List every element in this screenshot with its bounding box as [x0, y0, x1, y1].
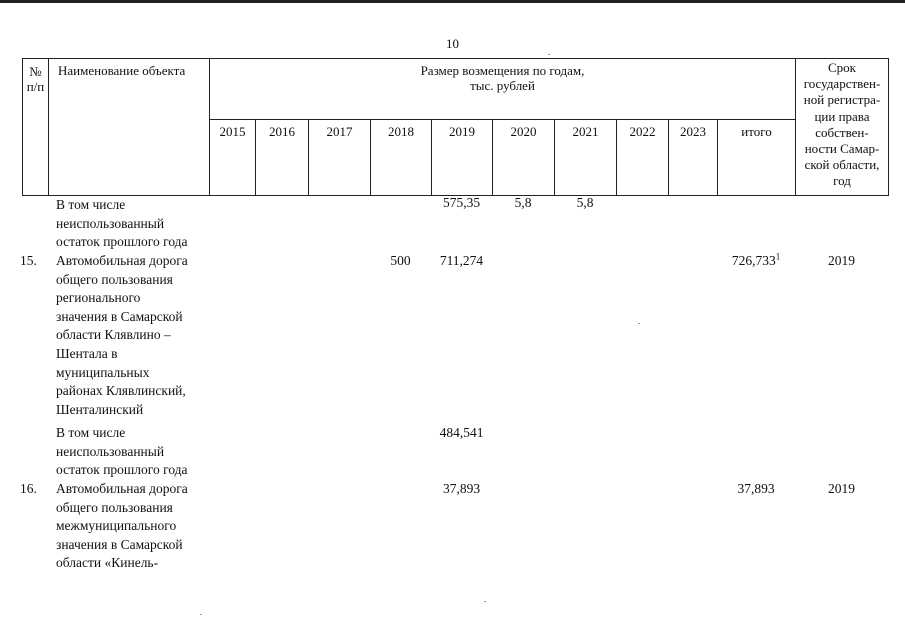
header-col-term-line: ности Самар- — [804, 141, 880, 157]
header-amount-line2: тыс. рублей — [470, 78, 535, 93]
header-col-term-line: ской области, — [804, 157, 880, 173]
row-name-line: муниципальных — [56, 364, 150, 380]
row-value-2019: 37,893 — [442, 481, 481, 496]
row-name — [56, 480, 188, 573]
row-name-line: общего пользования — [56, 499, 173, 515]
header-year-2015: 2015 — [210, 120, 256, 196]
row-name-line: остаток прошлого года — [56, 462, 188, 478]
row-name — [56, 196, 188, 252]
header-col-name-label: Наименование объекта — [58, 63, 186, 78]
row-value-2019: 575,35 — [442, 195, 481, 210]
row-registration-year: 2019 — [828, 253, 855, 268]
row-total-amount: 726,733 — [731, 253, 776, 268]
footnote-marker: 1 — [775, 251, 781, 262]
scan-speck — [548, 54, 550, 55]
row-name-line: значения в Самарской — [56, 536, 183, 552]
header-total: итого — [718, 120, 796, 196]
header-col-term-line: ной регистра- — [803, 92, 881, 108]
row-value-2019: 484,541 — [439, 425, 484, 440]
header-amount-group — [210, 59, 796, 120]
table-header — [22, 58, 889, 196]
row-registration-year: 2019 — [828, 481, 855, 496]
row-value-total: 37,893 — [737, 481, 775, 496]
page-number: 10 — [446, 36, 459, 51]
row-name-line: области «Кинель- — [56, 555, 159, 571]
row-name-line: межмуниципального — [56, 518, 177, 534]
header-year-2019: 2019 — [432, 120, 493, 196]
row-value-2020: 5,8 — [514, 195, 532, 210]
row-name-line: В том числе — [56, 425, 126, 440]
scan-speck — [200, 614, 202, 615]
row-name-line: регионального — [56, 290, 141, 306]
row-name-line: значения в Самарской — [56, 308, 183, 324]
row-name-line: неиспользованный — [56, 443, 165, 459]
header-col-term-line: год — [833, 173, 851, 189]
header-year-2020: 2020 — [493, 120, 555, 196]
row-name-line: Автомобильная дорога — [56, 253, 188, 268]
row-number: 16. — [20, 481, 37, 496]
row-name — [56, 424, 188, 480]
header-year-2016: 2016 — [256, 120, 309, 196]
header-col-term-line: собствен- — [815, 124, 869, 140]
header-year-2021: 2021 — [555, 120, 617, 196]
row-name — [56, 252, 188, 419]
scan-speck — [638, 323, 640, 324]
header-col-term-line: ции права — [814, 108, 870, 124]
row-name-line: районах Клявлинский, — [56, 383, 186, 399]
header-year-2023: 2023 — [669, 120, 718, 196]
header-year-2022: 2022 — [617, 120, 669, 196]
header-year-2018: 2018 — [371, 120, 432, 196]
row-name-line: В том числе — [56, 197, 126, 212]
header-year-2017: 2017 — [309, 120, 371, 196]
header-col-number-label: № п/п — [26, 64, 45, 94]
row-name-line: неиспользованный — [56, 215, 165, 231]
header-amount-line1: Размер возмещения по годам, — [420, 63, 585, 78]
row-name-line: области Клявлино – — [56, 327, 171, 343]
row-value-2019: 711,274 — [439, 253, 484, 268]
header-col-term-line: Срок — [828, 60, 856, 75]
row-name-line: Шенталинский — [56, 401, 144, 417]
header-col-name — [49, 59, 210, 196]
row-value-2021: 5,8 — [576, 195, 594, 210]
row-name-line: остаток прошлого года — [56, 234, 188, 250]
scan-speck — [484, 601, 486, 602]
header-col-number — [23, 59, 49, 196]
row-name-line: общего пользования — [56, 271, 173, 287]
header-col-term — [796, 59, 889, 196]
header-col-term-line: государствен- — [803, 76, 881, 92]
row-value-2018: 500 — [390, 253, 411, 268]
row-name-line: Шентала в — [56, 345, 118, 361]
row-name-line: Автомобильная дорога — [56, 481, 188, 496]
top-border-line — [0, 0, 905, 3]
row-value-total — [717, 252, 795, 270]
row-number: 15. — [20, 253, 37, 268]
